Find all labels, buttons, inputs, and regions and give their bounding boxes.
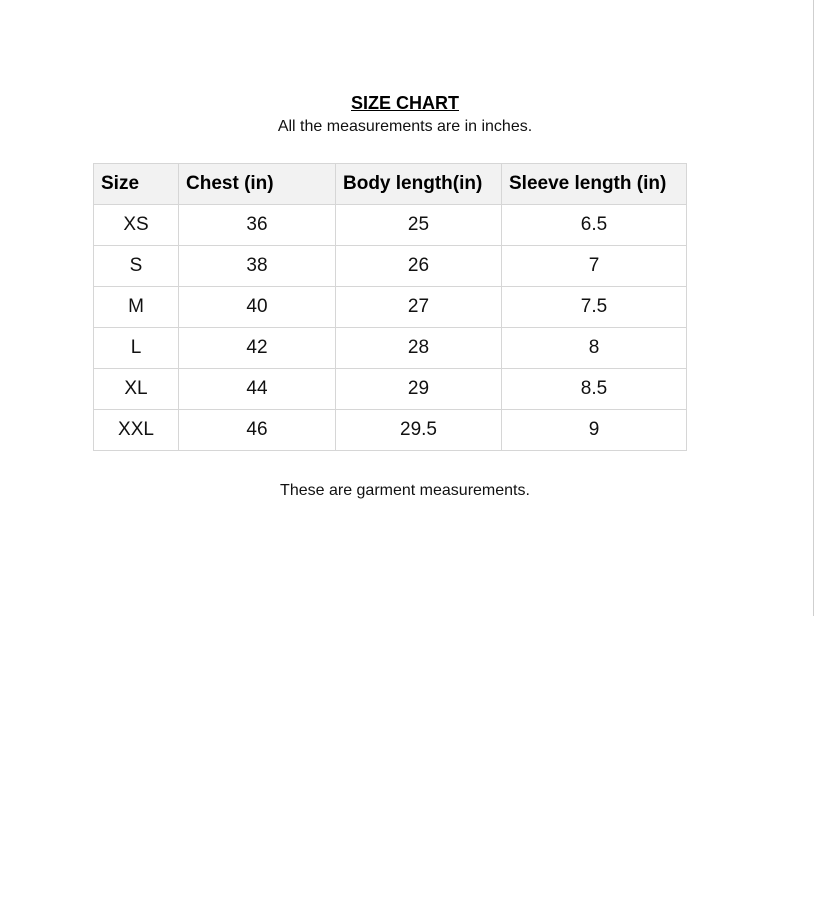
cell-body-length: 28 [336,328,502,369]
table-row [94,369,687,410]
cell-chest: 40 [179,287,336,328]
size-chart-table [93,163,687,451]
cell-body-length: 27 [336,287,502,328]
cell-size: S [94,246,179,287]
cell-size: L [94,328,179,369]
cell-size: XL [94,369,179,410]
cell-body-length: 29 [336,369,502,410]
header-sleeve-length: Sleeve length (in) [502,164,687,205]
cell-size: XXL [94,410,179,451]
cell-chest: 36 [179,205,336,246]
table-row [94,328,687,369]
cell-chest: 44 [179,369,336,410]
cell-size: XS [94,205,179,246]
cell-chest: 46 [179,410,336,451]
header-size: Size [94,164,179,205]
cell-body-length: 26 [336,246,502,287]
cell-sleeve-length: 7 [502,246,687,287]
header-chest: Chest (in) [179,164,336,205]
cell-body-length: 25 [336,205,502,246]
cell-sleeve-length: 8.5 [502,369,687,410]
page-title: SIZE CHART [351,93,459,113]
table-header-row [94,164,687,205]
table-row [94,287,687,328]
cell-size: M [94,287,179,328]
cell-chest: 38 [179,246,336,287]
page-edge-divider [813,0,814,616]
footnote: These are garment measurements. [280,482,530,499]
cell-sleeve-length: 8 [502,328,687,369]
cell-sleeve-length: 9 [502,410,687,451]
table-row [94,410,687,451]
header-body-length: Body length(in) [336,164,502,205]
table-row [94,205,687,246]
table-row [94,246,687,287]
cell-body-length: 29.5 [336,410,502,451]
cell-sleeve-length: 6.5 [502,205,687,246]
cell-sleeve-length: 7.5 [502,287,687,328]
page-subtitle: All the measurements are in inches. [277,118,533,135]
cell-chest: 42 [179,328,336,369]
